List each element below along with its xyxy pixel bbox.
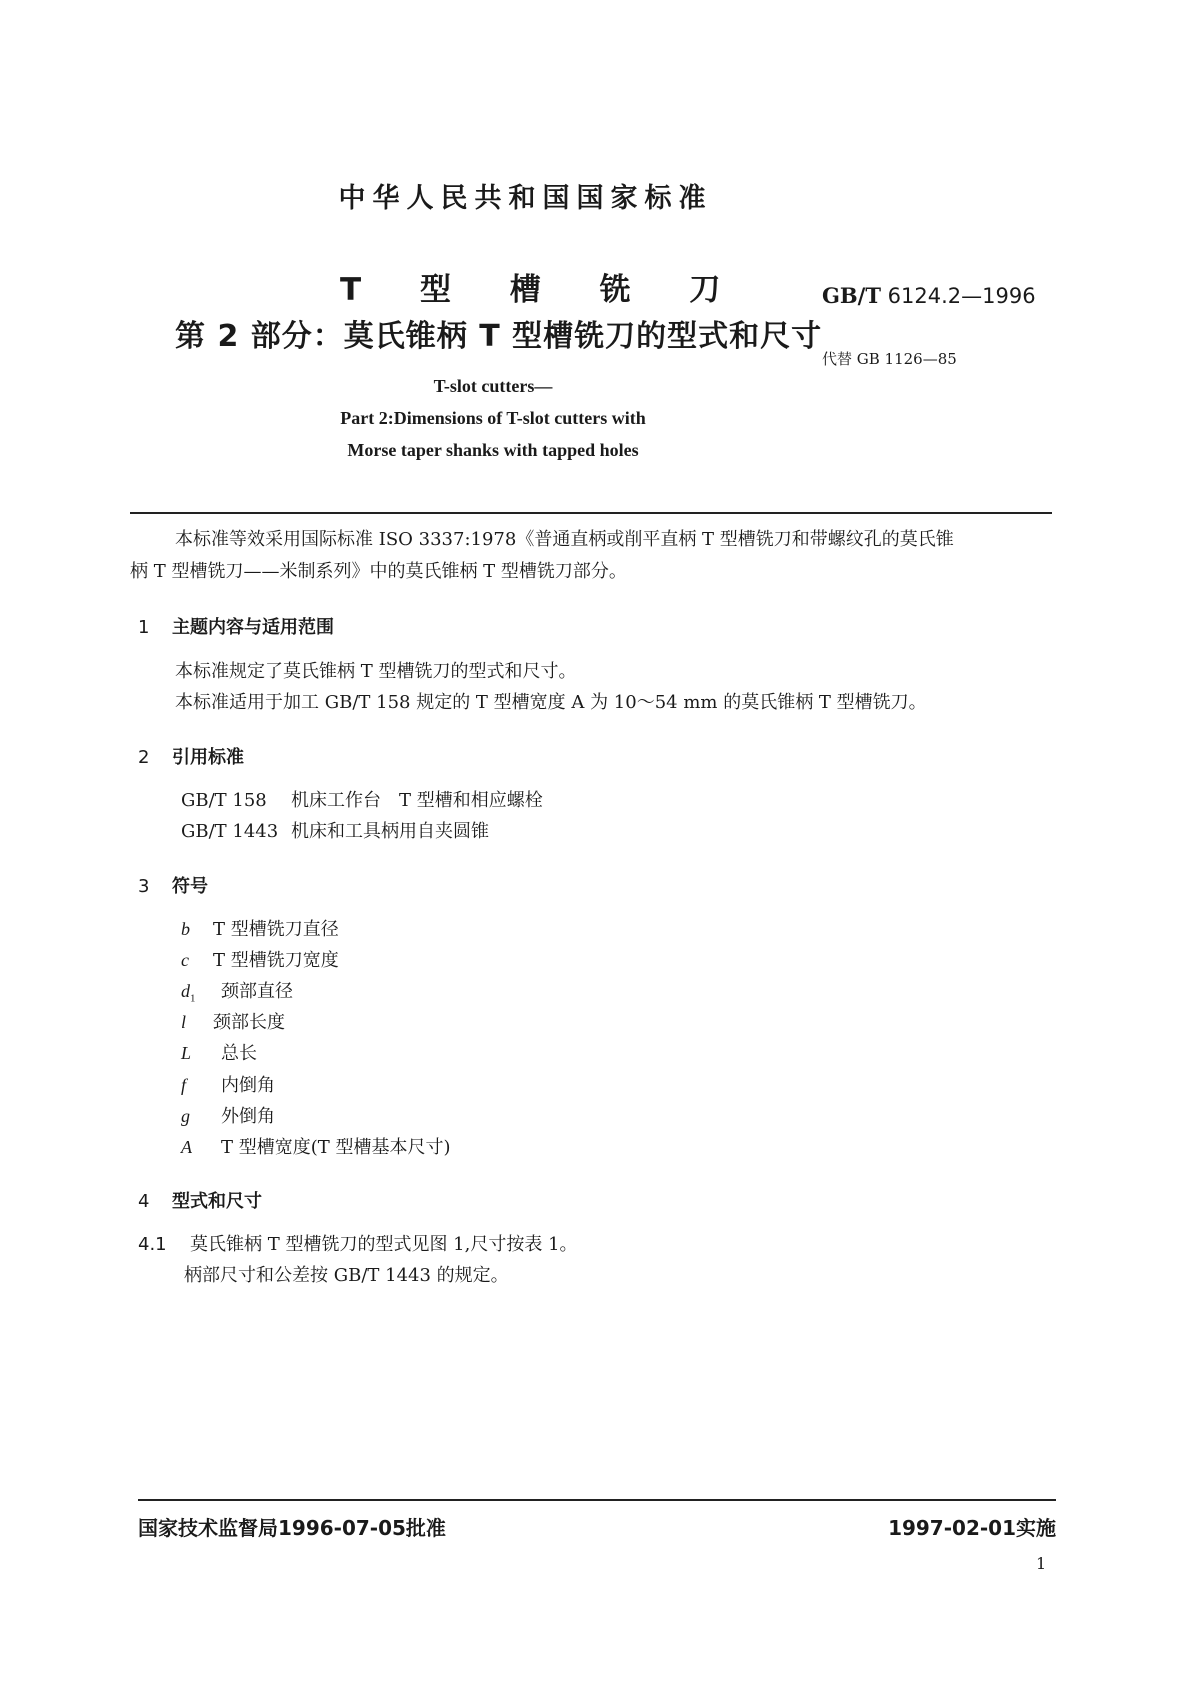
page-number: 1 xyxy=(1036,1554,1047,1573)
section-title: 型式和尺寸 xyxy=(172,1191,262,1212)
symbol-item xyxy=(181,1044,257,1063)
symbol-description: T 型槽铣刀宽度 xyxy=(213,950,339,971)
symbol-letter: A xyxy=(181,1137,192,1157)
symbol-letter: L xyxy=(181,1043,192,1063)
symbol-description: 外倒角 xyxy=(221,1106,275,1127)
reference-item xyxy=(181,792,543,810)
section-heading xyxy=(138,872,208,898)
section-heading xyxy=(138,743,244,769)
intro-paragraph-line: 柄 T 型槽铣刀——米制系列》中的莫氏锥柄 T 型槽铣刀部分。 xyxy=(130,561,627,582)
symbol-letter: c xyxy=(181,950,189,970)
symbol-item xyxy=(181,1013,285,1032)
symbol-letter: g xyxy=(181,1106,190,1126)
section-title: 符号 xyxy=(172,876,208,897)
symbol-description: 颈部直径 xyxy=(221,981,293,1002)
section-number: 1 xyxy=(138,617,150,638)
symbol-item xyxy=(181,982,293,1005)
header-divider xyxy=(130,512,1052,514)
reference-code: GB/T 1443 xyxy=(181,821,279,842)
symbol-description: 内倒角 xyxy=(221,1075,275,1096)
approval-date: 国家技术监督局1996-07-05批准 xyxy=(138,1516,446,1540)
english-title-line: Morse taper shanks with tapped holes xyxy=(347,440,639,460)
reference-item xyxy=(181,823,489,841)
intro-paragraph-line: 本标准等效采用国际标准 ISO 3337:1978《普通直柄或削平直柄 T 型槽铣刀和带螺纹孔的莫氏锥 xyxy=(175,529,954,550)
footer-divider xyxy=(138,1499,1056,1501)
paragraph-line: 本标准规定了莫氏锥柄 T 型槽铣刀的型式和尺寸。 xyxy=(175,661,577,682)
section-heading xyxy=(138,1187,262,1213)
standard-number: GB/T 6124.2—1996 xyxy=(822,283,1036,308)
english-title-line: Part 2:Dimensions of T-slot cutters with xyxy=(340,408,646,428)
reference-name: 机床和工具柄用自夹圆锥 xyxy=(291,821,489,842)
reference-code: GB/T 158 xyxy=(181,790,267,811)
symbol-item xyxy=(181,920,339,939)
paragraph-line: 本标准适用于加工 GB/T 158 规定的 T 型槽宽度 A 为 10～54 mm 的莫氏锥柄 T 型槽铣刀。 xyxy=(175,692,927,713)
symbol-item xyxy=(181,1138,451,1157)
document-subtitle: 第 2 部分：莫氏锥柄 T 型槽铣刀的型式和尺寸 xyxy=(175,319,823,354)
replaces-standard: 代替 GB 1126—85 xyxy=(822,350,957,368)
section-number: 2 xyxy=(138,747,150,768)
english-title-line: T-slot cutters— xyxy=(433,376,553,396)
section-title: 引用标准 xyxy=(172,747,244,768)
clause-line: 柄部尺寸和公差按 GB/T 1443 的规定。 xyxy=(184,1265,509,1286)
symbol-description: 颈部长度 xyxy=(213,1012,285,1033)
reference-name: 机床工作台 T 型槽和相应螺栓 xyxy=(291,790,543,811)
clause-text: 莫氏锥柄 T 型槽铣刀的型式见图 1,尺寸按表 1。 xyxy=(190,1234,578,1255)
symbol-description: T 型槽宽度(T 型槽基本尺寸) xyxy=(221,1137,451,1158)
effective-date: 1997-02-01实施 xyxy=(888,1516,1056,1540)
symbol-description: T 型槽铣刀直径 xyxy=(213,919,339,940)
symbol-letter: $d_1$ xyxy=(181,981,196,1005)
symbol-item xyxy=(181,1107,275,1126)
symbol-letter: b xyxy=(181,919,190,939)
document-title: T 型 槽 铣 刀 xyxy=(340,272,745,308)
clause-line xyxy=(138,1236,578,1254)
symbol-letter: l xyxy=(181,1012,187,1032)
section-title: 主题内容与适用范围 xyxy=(172,617,334,638)
symbol-description: 总长 xyxy=(221,1043,257,1064)
symbol-letter: f xyxy=(181,1075,187,1095)
national-standard-heading: 中华人民共和国国家标准 xyxy=(338,183,713,214)
symbol-item xyxy=(181,951,339,970)
clause-number: 4.1 xyxy=(138,1234,167,1255)
section-number: 3 xyxy=(138,876,150,897)
symbol-item xyxy=(181,1076,275,1095)
section-number: 4 xyxy=(138,1191,150,1212)
section-heading xyxy=(138,613,334,639)
